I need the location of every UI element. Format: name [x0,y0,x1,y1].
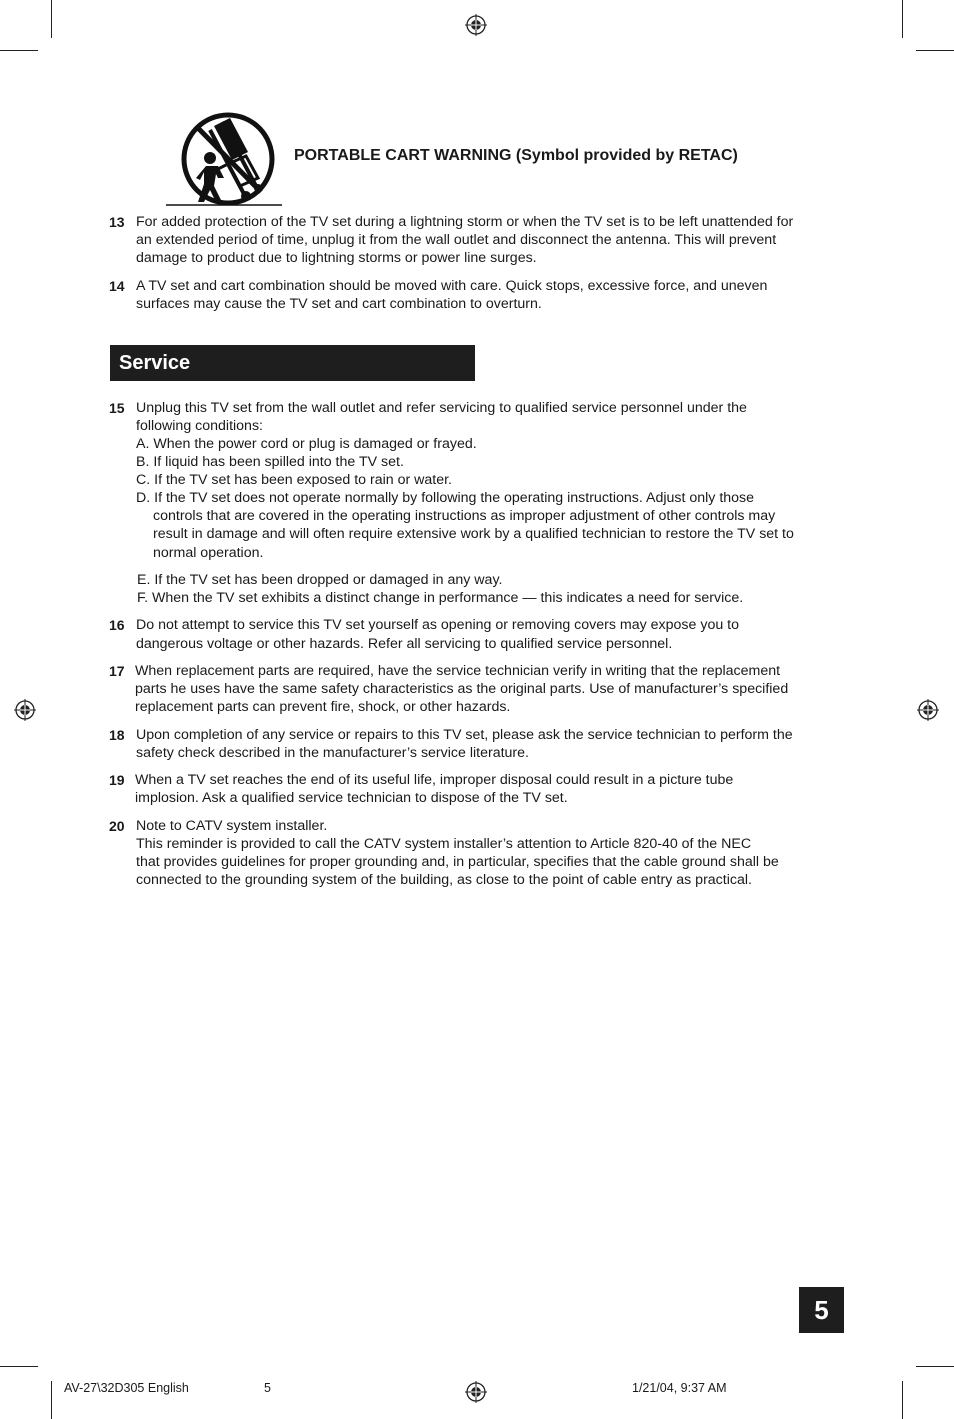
section-heading [110,345,475,381]
item-text: parts he uses have the same safety characteristics as the original parts. Use of manufacturer’s specified [135,681,789,697]
item-text: This reminder is provided to call the CATV system installer’s attention to Article 820-40 of the NEC [136,836,752,852]
item-number: 16 [109,617,125,633]
condition-a: A. When the power cord or plug is damaged or frayed. [136,436,477,452]
condition-f: F. When the TV set exhibits a distinct change in performance — this indicates a need for service. [137,590,744,606]
item-number: 19 [109,772,125,788]
footer-filename: AV-27\32D305 English [64,1381,189,1395]
condition-e: E. If the TV set has been dropped or damaged in any way. [137,572,503,588]
item-number: 17 [109,663,125,679]
crop-mark [0,1366,38,1367]
item-text: safety check described in the manufacturer’s service literature. [136,745,529,761]
condition-d-cont: normal operation. [153,545,264,561]
crop-mark [902,1381,903,1419]
crop-mark [902,0,903,38]
item-text: damage to product due to lightning storms or power line surges. [136,250,537,266]
item-text: following conditions: [136,418,263,434]
condition-b: B. If liquid has been spilled into the TV set. [136,454,404,470]
page-number-box [799,1287,844,1333]
item-text: When a TV set reaches the end of its useful life, improper disposal could result in a picture tube [135,772,734,788]
item-text: dangerous voltage or other hazards. Refer all servicing to qualified service personnel. [136,636,673,652]
item-text: surfaces may cause the TV set and cart combination to overturn. [136,296,542,312]
crop-mark [51,0,52,38]
registration-mark-icon [465,14,487,36]
item-number: 13 [109,214,125,230]
registration-mark-icon [14,699,36,721]
registration-mark-icon [917,699,939,721]
footer-page: 5 [264,1381,271,1395]
item-text: When replacement parts are required, have the service technician verify in writing that the replacement [135,663,781,679]
item-text: A TV set and cart combination should be moved with care. Quick stops, excessive force, and uneven [136,278,768,294]
cart-warning-title: PORTABLE CART WARNING (Symbol provided by RETAC) [294,147,738,164]
crop-mark [916,50,954,51]
condition-d: D. If the TV set does not operate normally by following the operating instructions. Adjust only those [136,490,755,506]
page-number: 5 [814,1295,829,1325]
item-text: Do not attempt to service this TV set yourself as opening or removing covers may expose you to [136,617,739,633]
portable-cart-warning-icon [166,112,282,208]
registration-mark-icon [465,1381,487,1403]
crop-mark [0,50,38,51]
section-title: Service [119,352,191,374]
crop-mark [916,1366,954,1367]
crop-mark [51,1381,52,1419]
item-number: 15 [109,400,125,416]
item-text: For added protection of the TV set during a lightning storm or when the TV set is to be left unattended for [136,214,794,230]
condition-d-cont: controls that are covered in the operating instructions as improper adjustment of other controls may [153,508,776,524]
item-text: Unplug this TV set from the wall outlet and refer servicing to qualified service personnel under the [136,400,747,416]
item-number: 20 [109,818,125,834]
item-text: Note to CATV system installer. [136,818,328,834]
condition-d-cont: result in damage and will often require extensive work by a qualified technician to restore the TV set to [153,526,794,542]
item-text: that provides guidelines for proper grounding and, in particular, specifies that the cable ground shall be [136,854,779,870]
item-text: implosion. Ask a qualified service technician to dispose of the TV set. [135,790,568,806]
item-number: 14 [109,278,125,294]
footer-datetime: 1/21/04, 9:37 AM [632,1381,727,1395]
condition-c: C. If the TV set has been exposed to rain or water. [136,472,452,488]
item-number: 18 [109,727,125,743]
item-text: replacement parts can prevent fire, shock, or other hazards. [135,699,511,715]
item-text: connected to the grounding system of the building, as close to the point of cable entry as practical. [136,872,752,888]
item-text: Upon completion of any service or repairs to this TV set, please ask the service technician to perform the [136,727,793,743]
item-text: an extended period of time, unplug it from the wall outlet and disconnect the antenna. This will prevent [136,232,777,248]
